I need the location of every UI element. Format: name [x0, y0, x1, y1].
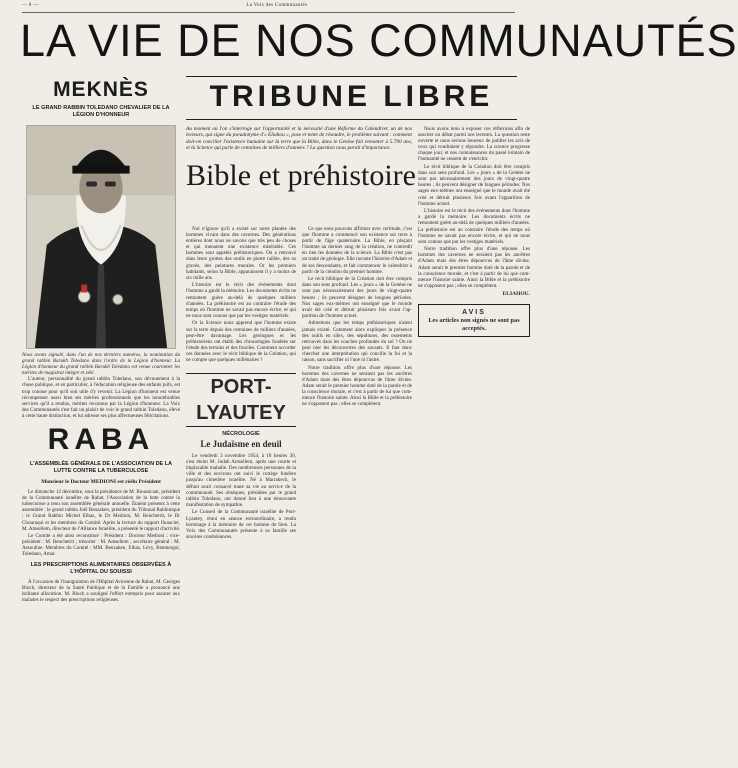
bible-paragraph: Nous avons tenu à exposer ces réflexions afin de susciter un débat parmi nos lecteurs. La question reste ouverte et nous serions heureux de publier les avis de ceux qui voudraient y répondre. La science progresse chaque jour, et nos connaissances du passé lointain de l'humanité ne cessent de s'enrichir.	[418, 126, 530, 163]
avis-text: Les articles non signés ne sont pas acceptés.	[428, 316, 520, 332]
avis-box	[418, 304, 530, 337]
publication-name: La Voix des Communautés	[246, 3, 308, 8]
left-column	[22, 78, 180, 604]
bible-paragraph: Nul n'ignore qu'il a existé sur notre planète des hommes vivant dans des cavernes. Des générations entières dont nous ne savons que très peu de choses et qui menaient une existence misérable. Ces hommes sont appelés préhistoriques. On a retrouvé dans leurs grottes des outils en pierre taillée, des os gravés, des peintures murales. Or les premiers habitants, selon la Bible, apparaissent il y a moins de six mille ans.	[186, 226, 296, 281]
bible-paragraph: Ce que nous pouvons affirmer avec certitude, c'est que l'homme a commencé son existence sur terre à partir de l'âge quaternaire. La Bible, en plaçant l'homme au dernier rang de la création, ne contredit en rien les données de la science. La Bible n'est pas un traité de géologie. Elle raconte l'histoire d'Adam et de ses descendants, et fait commencer le calendrier à partir de la création du premier homme.	[302, 226, 412, 275]
bible-paragraph: Le récit biblique de la Création doit être compris dans son sens profond. Les « jours » de la Genèse ne sont pas nécessairement des jours de vingt-quatre heures ; ils peuvent désigner de longues périodes. Nos sages eux-mêmes ont enseigné que le monde avait été créé et détruit plusieurs fois avant l'apparition de l'homme actuel.	[302, 276, 412, 319]
avis-title: AVIS	[462, 308, 486, 316]
bible-paragraph: Notre tradition offre plus d'une réponse. Les hommes des cavernes ne seraient pas les ancêtres d'Adam mais des êtres dépourvus de l'âme divine. Adam serait le premier homme doté de la parole et de la conscience morale, et c'est à partir de lui que commence l'histoire sainte. Ainsi la Bible et la préhistoire ne s'opposent pas ; elles se complètent.	[418, 246, 530, 289]
meknes-heading: MEKNÈS	[53, 78, 149, 101]
necrology-kicker: Le Judaïsme en deuil	[200, 439, 282, 450]
raba-paragraph: Le dimanche 12 décembre, sous la présidence de M. Boussicaut, président de la Communauté israélite de Rabat, l'Association de la lutte contre la tuberculose a tenu son assemblée générale annuelle. Étaient présents à cette assemblée : le grand rabbin Joël Benzaken, président du Tribunal Rabbinique ; le Grand Rabbin Michel Elbaz, le Dr Medioni, M. Benchetrit, le Dr Chouraqui et les membres du Comité. Après la lecture du rapport financier, M. Amsellem, directeur de l'Alliance Israélite, a présenté le rapport d'activité.	[22, 489, 180, 532]
meknes-subheading: LE GRAND RABBIN TOLEDANO CHEVALIER DE LA LÉGION D'HONNEUR	[32, 105, 170, 118]
raba-paragraph-2: Le Comité a été ainsi reconstitué : Président : Docteur Medioni ; vice-président : M. Benchetrit ; trésorier : M. Amsellem ; secrétaire général : M. Assouline. Membres du Comité : MM. Benzaken, Elbaz, Lévy, Benmergui, Toledano, Amar.	[22, 533, 180, 558]
bible-intro: Au moment où l'on s'interroge sur l'opportunité et la nécessité d'une Réforme du Calendrier, un de nos lecteurs, qui signe du pseudonyme d'« Eliahou », pose et tente de résoudre, le problème suivant : comment doit-on concilier l'existence humaine sur la terre que la Bible, dans le Genèse fait remonter à 5.700 ans, et la Science qui parle de centaines de milliers d'années ? La question nous paraît d'importance.	[186, 126, 412, 152]
bible-paragraph: Admettons que les temps préhistoriques n'aient jamais existé. Comment alors expliquer la présence des outils en silex, des sépultures, des ossements retrouvés dans les couches profondes du sol ? On ne peut nier les découvertes des savants. Il faut donc chercher une interprétation qui concilie la foi et la raison, sans sacrifier ni l'une ni l'autre.	[302, 320, 412, 363]
portrait-caption: Nous avons signalé, dans l'un de nos derniers numéros, la nomination du grand rabbin Barukh Toledano dans l'ordre de la Légion d'honneur. La Légion d'honneur du grand rabbin Barukh Toledano est venue couronner les mérites de magistrat intègre et zélé.	[22, 352, 180, 377]
necrology-paragraph: Le vendredi 3 novembre 1954, à 18 heures 30, s'est éteint M. Judah Amsellem, après une courte et implacable maladie. Des nombreuses personnes de la ville et des environs ont suivi le cortège funèbre jusqu'au cimetière israélite. Né à Marrakech, le défunt avait consacré toute sa vie au service de la communauté. Ses obsèques, présidées par le grand rabbin Toledano, ont donné lieu à une émouvante manifestation de sympathie.	[186, 453, 296, 508]
meknes-article	[22, 376, 180, 419]
hospital-paragraph: À l'occasion de l'inauguration de l'Hôpital Avicenne de Rabat, M. Georges Bloch, directeur de la Santé Publique et de la Famille a prononcé une brillante allocution. M. Bloch a souligné l'effort entrepris pour assurer aux malades le respect des prescriptions religieuses.	[22, 578, 180, 603]
necrology-paragraph-2: Le Conseil de la Communauté israélite de Port-Lyautey, réuni en séance extraordinaire, a rendu hommage à la mémoire de cet homme de bien. La Voix des Communautés présente à sa famille ses sincères condoléances.	[186, 509, 296, 540]
rabbi-portrait-photo	[26, 125, 176, 349]
bible-column-3	[418, 126, 530, 337]
page-number: — 8 —	[22, 3, 39, 8]
bible-column-2	[302, 226, 412, 409]
bible-column-1	[186, 226, 296, 541]
raba-heading: RABA	[47, 423, 155, 457]
meknes-paragraph: L'auteur, personnalité du grand rabbin Toledano, son dévouement à la chose publique, et en particulier, à l'éducation religieuse des enfants juifs, est trop connue pour qu'il soit utile d'y revenir. La Légion d'honneur est venue récompenser aussi bien ses mérites professionnels que les innombrables services qu'il a rendus, mérites reconnus par la Légion d'honneur. La Voix des Communautés s'est fait un plaisir de voir le grand rabbin Toledano, élevé à cette haute distinction, et lui adresse ses plus affectueuses félicitations.	[22, 376, 180, 419]
raba-subheading: L'ASSEMBLÉE GÉNÉRALE DE L'ASSOCIATION DE LA LUTTE CONTRE LA TUBERCULOSE	[29, 461, 173, 475]
bible-paragraph: Notre tradition offre plus d'une réponse. Les hommes des cavernes ne seraient pas les ancêtres d'Adam mais des êtres dépourvus de l'âme divine. Adam serait le premier homme doté de la parole et de la conscience morale, et c'est à partir de lui que commence l'histoire sainte. Ainsi la Bible et la préhistoire ne s'opposent pas ; elles se complètent.	[302, 364, 412, 408]
bible-paragraph: L'histoire est le récit des événements dont l'homme a gardé la mémoire. Les documents écrits ne remontent guère au-delà de quelques milliers d'années. La préhistoire est au contraire l'étude des temps où l'homme ne savait pas encore écrire, et qui ne nous sont connus que par les vestiges matériels.	[418, 208, 530, 245]
running-head	[22, 3, 515, 13]
port-lyautey-heading: PORT-LYAUTEY	[186, 373, 296, 427]
hospital-heading: LES PRESCRIPTIONS ALIMENTAIRES OBSERVÉES À L'HÔPITAL DU SOUISSI	[30, 561, 172, 575]
necrology-heading: NÉCROLOGIE	[222, 431, 260, 438]
author-signature: ELIAHOU.	[502, 290, 530, 297]
page-title: LA VIE DE NOS COMMUNAUTÉS	[20, 15, 738, 66]
raba-article	[22, 489, 180, 558]
hospital-article	[22, 579, 180, 603]
bible-paragraph: L'histoire est le récit des événements dont l'homme a gardé la mémoire. Les documents écrits ne remontent guère au-delà de quelques milliers d'années. La préhistoire est au contraire l'étude des temps où l'homme ne savait pas encore écrire, et qui ne nous sont connus que par les vestiges matériels.	[186, 282, 296, 319]
bible-paragraph: Or la Science nous apprend que l'homme existe sur la terre depuis des centaines de milliers d'années, peut-être davantage. Les géologues et les préhistoriens ont établi des chronologies fondées sur l'étude des terrains et des fossiles. Comment accorder ces données avec le récit biblique de la Création, qui ne compte que quelques millénaires ?	[186, 320, 296, 363]
bible-paragraph: Le récit biblique de la Création doit être compris dans son sens profond. Les « jours » de la Genèse ne sont pas nécessairement des jours de vingt-quatre heures ; ils peuvent désigner de longues périodes. Nos sages eux-mêmes ont enseigné que le monde avait été créé et détruit plusieurs fois avant l'apparition de l'homme actuel.	[418, 164, 530, 207]
bible-title: Bible et préhistoire	[186, 158, 416, 192]
tribune-libre-banner: TRIBUNE LIBRE	[186, 76, 517, 120]
portrait-illustration	[27, 126, 175, 348]
raba-kicker: Monsieur le Docteur MEDIONI est réélu Président	[41, 479, 161, 486]
